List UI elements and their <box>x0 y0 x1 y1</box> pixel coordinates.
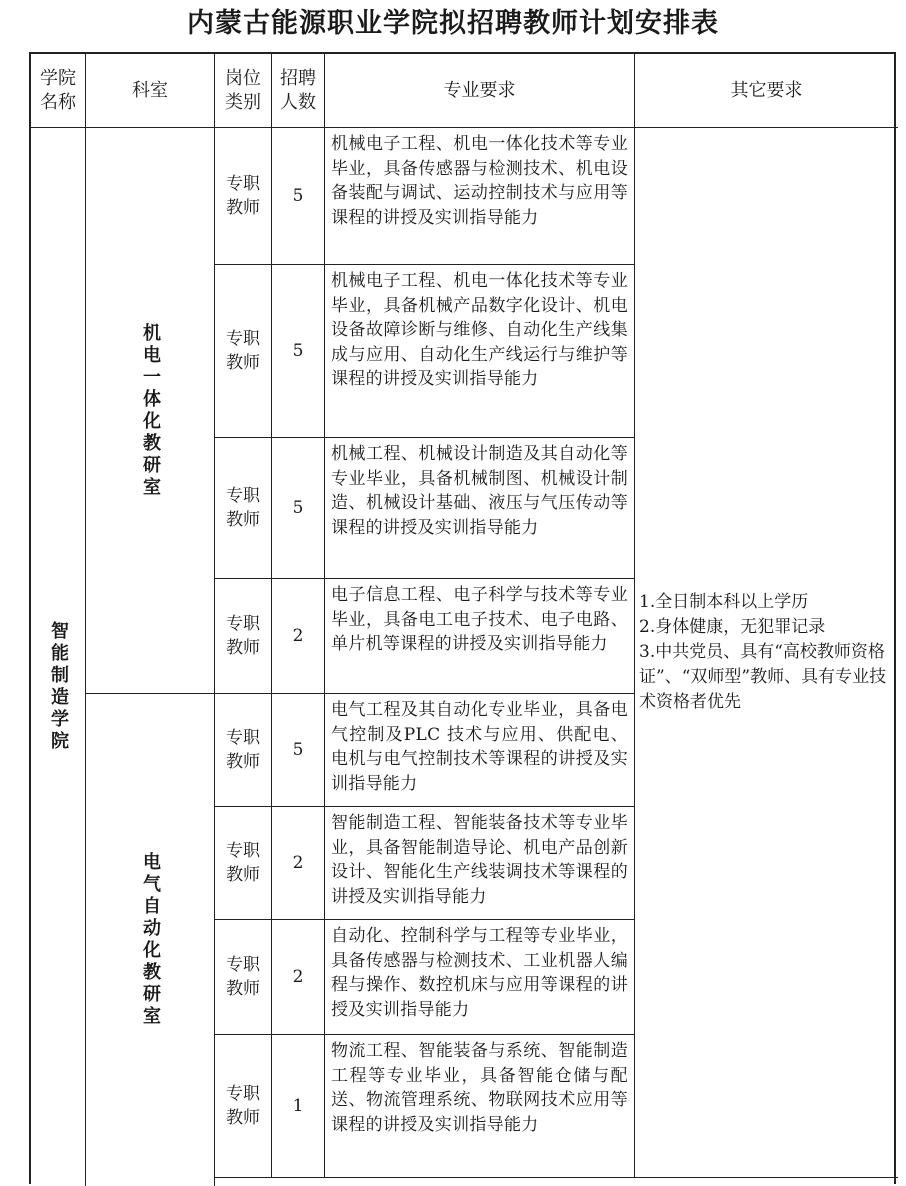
recruit-count: 2 <box>292 853 304 873</box>
major-requirement: 机械电子工程、机电一体化技术等专业毕业，具备传感器与检测技术、机电设备装配与调试、运动控制技术与应用等课程的讲授及实训指导能力 <box>331 134 628 228</box>
major-requirement: 物流工程、智能装备与系统、智能制造工程等专业毕业，具备智能仓储与配送、物流管理系统、物联网技术应用等课程的讲授及实训指导能力 <box>331 1041 628 1135</box>
dept-cell <box>86 128 215 694</box>
post-type-cell <box>215 438 272 579</box>
major-requirement: 机械电子工程、机电一体化技术等专业毕业，具备机械产品数字化设计、机电设备故障诊断与维修、自动化生产线集成与应用、自动化生产线运行与维护等课程的讲授及实训指导能力 <box>331 271 628 390</box>
count-cell <box>272 1035 325 1178</box>
major-requirement-cell <box>325 128 635 265</box>
major-requirement-cell <box>325 807 635 920</box>
dept-name: 电气自动化教研室 <box>140 852 161 1028</box>
major-requirement-cell <box>325 920 635 1035</box>
recruit-count: 5 <box>292 740 304 760</box>
post-type: 专职教师 <box>226 329 260 373</box>
header-dept: 科室 <box>86 54 215 128</box>
post-type: 专职教师 <box>226 174 260 218</box>
count-cell <box>272 128 325 265</box>
post-type-cell <box>215 694 272 807</box>
recruit-count: 5 <box>292 186 304 206</box>
major-requirement: 机械工程、机械设计制造及其自动化等专业毕业，具备机械制图、机械设计制造、机械设计基础、液压与气压传动等课程的讲授及实训指导能力 <box>331 444 628 538</box>
major-requirement: 智能制造工程、智能装备技术等专业毕业，具备智能制造导论、机电产品创新设计、智能化生产线装调技术等课程的讲授及实训指导能力 <box>331 813 628 907</box>
major-requirement-cell <box>325 694 635 807</box>
recruit-count: 2 <box>292 967 304 987</box>
other-requirements: 1.全日制本科以上学历 2.身体健康，无犯罪记录 3.中共党员、具有“高校教师资格证”、“双师型”教师、具有专业技术资格者优先 <box>639 592 887 712</box>
header-college: 学院 名称 <box>31 54 86 128</box>
header-major: 专业要求 <box>325 54 635 128</box>
post-type: 专职教师 <box>226 955 260 999</box>
count-cell <box>272 694 325 807</box>
post-type-cell <box>215 579 272 694</box>
college-name: 智能制造学院 <box>48 621 69 753</box>
major-requirement: 自动化、控制科学与工程等专业毕业，具备传感器与检测技术、工业机器人编程与操作、数控机床与应用等课程的讲授及实训指导能力 <box>331 926 628 1020</box>
header-count: 招聘 人数 <box>272 54 325 128</box>
post-type: 专职教师 <box>226 841 260 885</box>
post-type-cell <box>215 920 272 1035</box>
other-requirements-cell <box>635 128 898 1178</box>
recruit-count: 5 <box>292 341 304 361</box>
post-type-cell <box>215 265 272 438</box>
post-type: 专职教师 <box>226 614 260 658</box>
count-cell <box>272 438 325 579</box>
count-cell <box>272 579 325 694</box>
header-other: 其它要求 <box>635 54 898 128</box>
post-type-cell <box>215 807 272 920</box>
recruit-count: 5 <box>292 498 304 518</box>
recruit-count: 2 <box>292 626 304 646</box>
count-cell <box>272 920 325 1035</box>
major-requirement-cell <box>325 265 635 438</box>
post-type-cell <box>215 1035 272 1178</box>
header-post-type: 岗位 类别 <box>215 54 272 128</box>
dept-cell <box>86 694 215 1186</box>
post-type: 专职教师 <box>226 728 260 772</box>
post-type: 专职教师 <box>226 1084 260 1128</box>
major-requirement-cell <box>325 438 635 579</box>
count-cell <box>272 807 325 920</box>
major-requirement: 电子信息工程、电子科学与技术等专业毕业，具备电工电子技术、电子电路、单片机等课程的讲授及实训指导能力 <box>331 585 628 655</box>
college-name-cell <box>31 128 86 1186</box>
recruit-count: 1 <box>292 1096 304 1116</box>
major-requirement-cell <box>325 1035 635 1178</box>
post-type-cell <box>215 128 272 265</box>
page-title: 内蒙古能源职业学院拟招聘教师计划安排表 <box>187 8 719 39</box>
major-requirement-cell <box>325 579 635 694</box>
post-type: 专职教师 <box>226 486 260 530</box>
recruitment-table <box>29 52 896 1184</box>
major-requirement: 电气工程及其自动化专业毕业，具备电气控制及PLC 技术与应用、供配电、电机与电气控制技术等课程的讲授及实训指导能力 <box>331 700 628 794</box>
dept-name: 机电一体化教研室 <box>140 322 161 499</box>
count-cell <box>272 265 325 438</box>
